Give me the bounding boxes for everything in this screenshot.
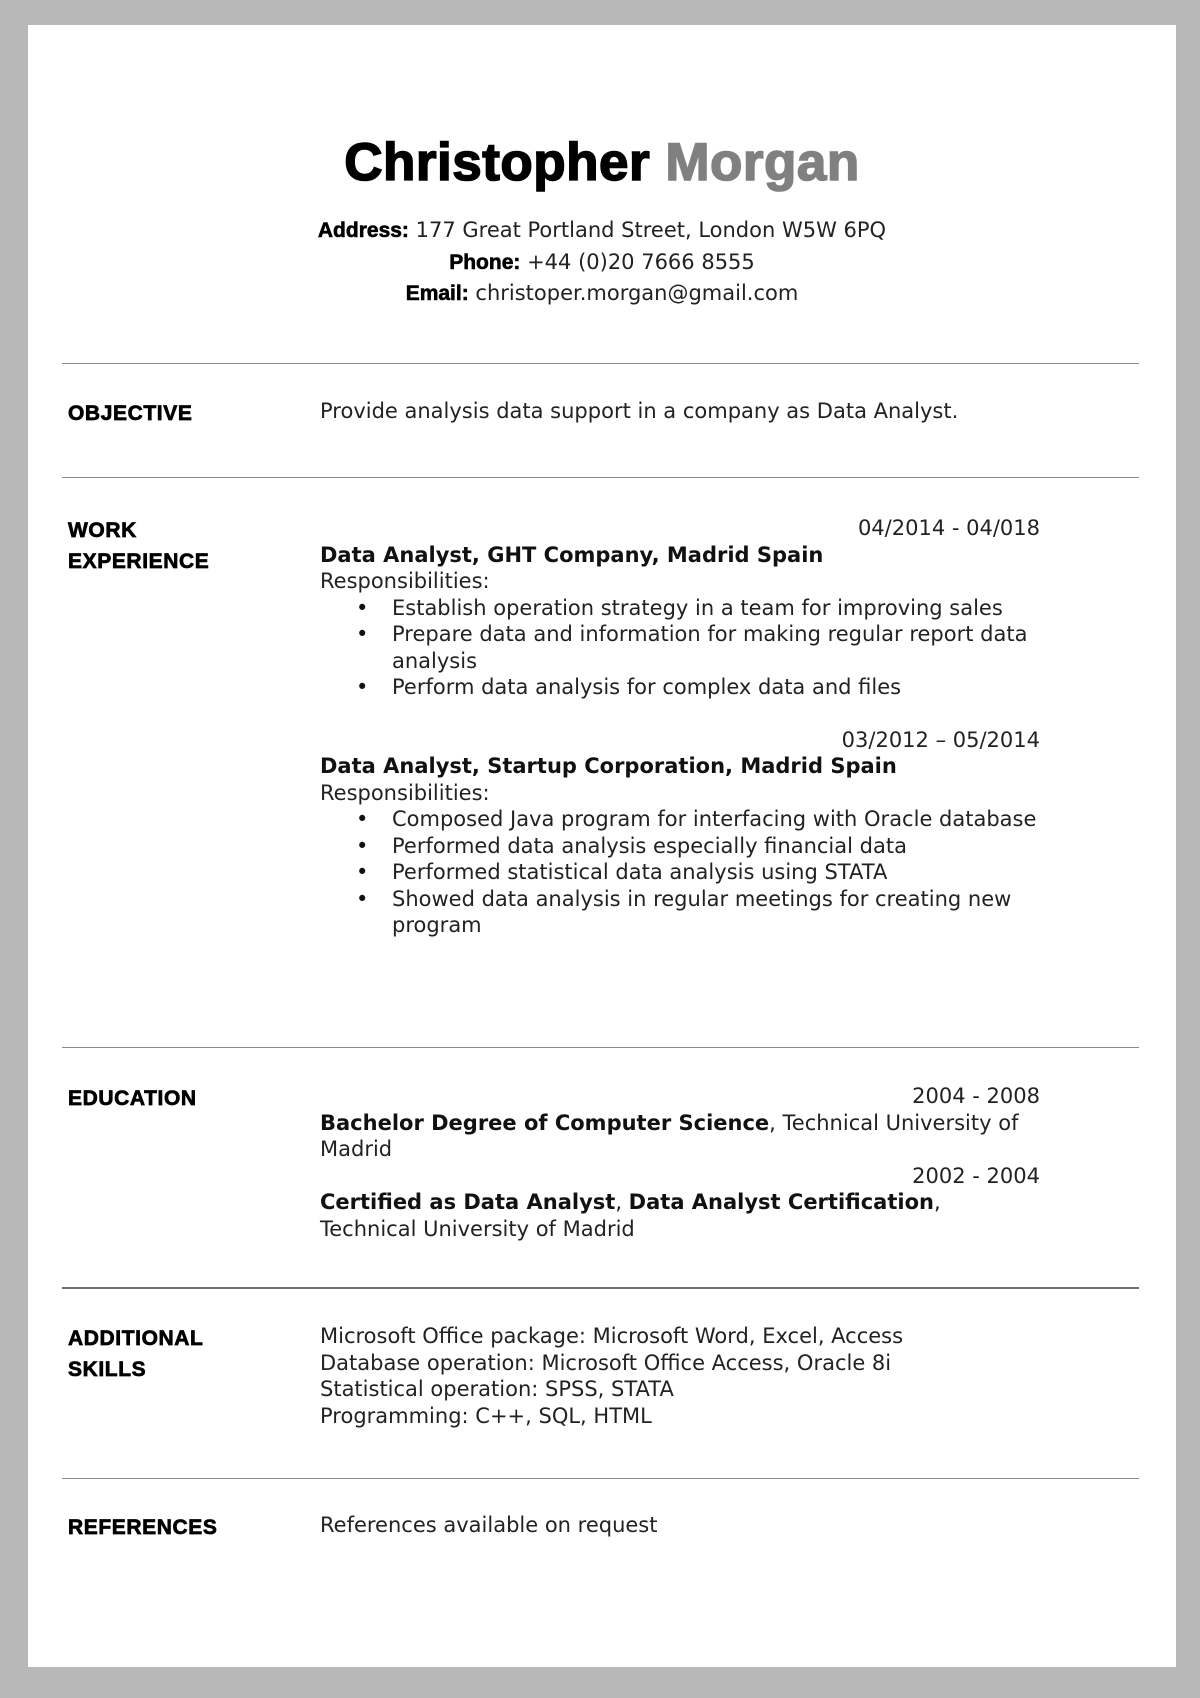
address-label: Address:: [317, 219, 409, 242]
job-title: Data Analyst, Startup Corporation, Madrid Spain: [320, 754, 897, 778]
list-item: • Establish operation strategy in a team for improving sales: [392, 595, 1040, 622]
school: Technical University of Madrid: [320, 1110, 1019, 1161]
school: Technical University of Madrid: [320, 1216, 635, 1241]
skill-line: Microsoft Office package: Microsoft Word, Excel, Access: [320, 1324, 904, 1348]
section-title-line: WORK: [68, 519, 137, 542]
resume-page: [28, 25, 1176, 1667]
last-name: Morgan: [665, 133, 860, 192]
address-line: [28, 215, 1176, 247]
separator: ,: [769, 1110, 783, 1135]
job-entry: [320, 515, 1040, 701]
skills-body: [320, 1323, 1040, 1429]
first-name: Christopher: [344, 133, 651, 192]
degree: Certified as Data Analyst: [320, 1190, 616, 1214]
section-title-additional-skills: [68, 1323, 288, 1385]
email-label: Email:: [405, 282, 469, 305]
candidate-name: [28, 133, 1176, 193]
education-date: 2004 - 2008: [912, 1084, 1040, 1108]
education-body: [320, 1083, 1040, 1242]
phone-label: Phone:: [449, 250, 521, 274]
education-entry: [320, 1083, 1040, 1163]
responsibilities-label: Responsibilities:: [320, 569, 490, 593]
job-date: 04/2014 - 04/018: [857, 516, 1040, 540]
work-experience-body: [320, 515, 1040, 939]
education-detail: [320, 1189, 1040, 1242]
job-entry: [320, 727, 1040, 939]
email-line: [28, 278, 1176, 310]
education-date: 2002 - 2004: [912, 1163, 1040, 1188]
resume-header: [28, 25, 1176, 310]
phone-value: +44 (0)20 7666 8555: [527, 249, 755, 274]
list-item: • Perform data analysis for complex data and files: [392, 674, 1040, 701]
divider: [62, 477, 1139, 478]
skill-line: Statistical operation: SPSS, STATA: [320, 1377, 674, 1401]
section-title-line: SKILLS: [68, 1358, 147, 1381]
separator: ,: [933, 1190, 941, 1214]
references-text: References available on request: [320, 1513, 658, 1537]
section-title-references: REFERENCES: [68, 1516, 218, 1539]
job-title: Data Analyst, GHT Company, Madrid Spain: [320, 542, 824, 567]
section-title-work-experience: [68, 515, 288, 577]
phone-line: [28, 247, 1176, 279]
responsibilities-label: Responsibilities:: [320, 780, 490, 805]
certification: Data Analyst Certification: [628, 1190, 934, 1214]
responsibilities-list: [320, 595, 1040, 701]
list-item: • Prepare data and information for making regular report data analysis: [392, 621, 1040, 674]
skill-line: Programming: C++, SQL, HTML: [320, 1403, 652, 1428]
section-title-line: ADDITIONAL: [68, 1327, 204, 1350]
section-title-education: EDUCATION: [68, 1087, 197, 1110]
responsibilities-list: [320, 806, 1040, 939]
list-item: • Performed statistical data analysis using STATA: [392, 859, 1040, 886]
section-title-objective: OBJECTIVE: [68, 402, 193, 425]
education-detail: [320, 1110, 1040, 1163]
divider: [62, 363, 1139, 364]
degree: Bachelor Degree of Computer Science: [320, 1110, 770, 1135]
job-date: 03/2012 – 05/2014: [841, 727, 1040, 752]
divider: [62, 1478, 1139, 1479]
email-value: christoper.morgan@gmail.com: [475, 281, 799, 305]
skill-line: Database operation: Microsoft Office Access, Oracle 8i: [320, 1350, 892, 1375]
address-value: 177 Great Portland Street, London W5W 6PQ: [415, 218, 887, 242]
objective-text: Provide analysis data support in a company as Data Analyst.: [320, 399, 959, 423]
list-item: • Performed data analysis especially financial data: [392, 833, 1040, 860]
list-item: • Showed data analysis in regular meetings for creating new program: [392, 886, 1040, 939]
separator: ,: [615, 1190, 629, 1214]
divider: [62, 1287, 1139, 1289]
education-entry: [320, 1163, 1040, 1243]
section-title-line: EXPERIENCE: [68, 550, 210, 573]
list-item: • Composed Java program for interfacing with Oracle database: [392, 806, 1040, 833]
divider: [62, 1047, 1139, 1048]
